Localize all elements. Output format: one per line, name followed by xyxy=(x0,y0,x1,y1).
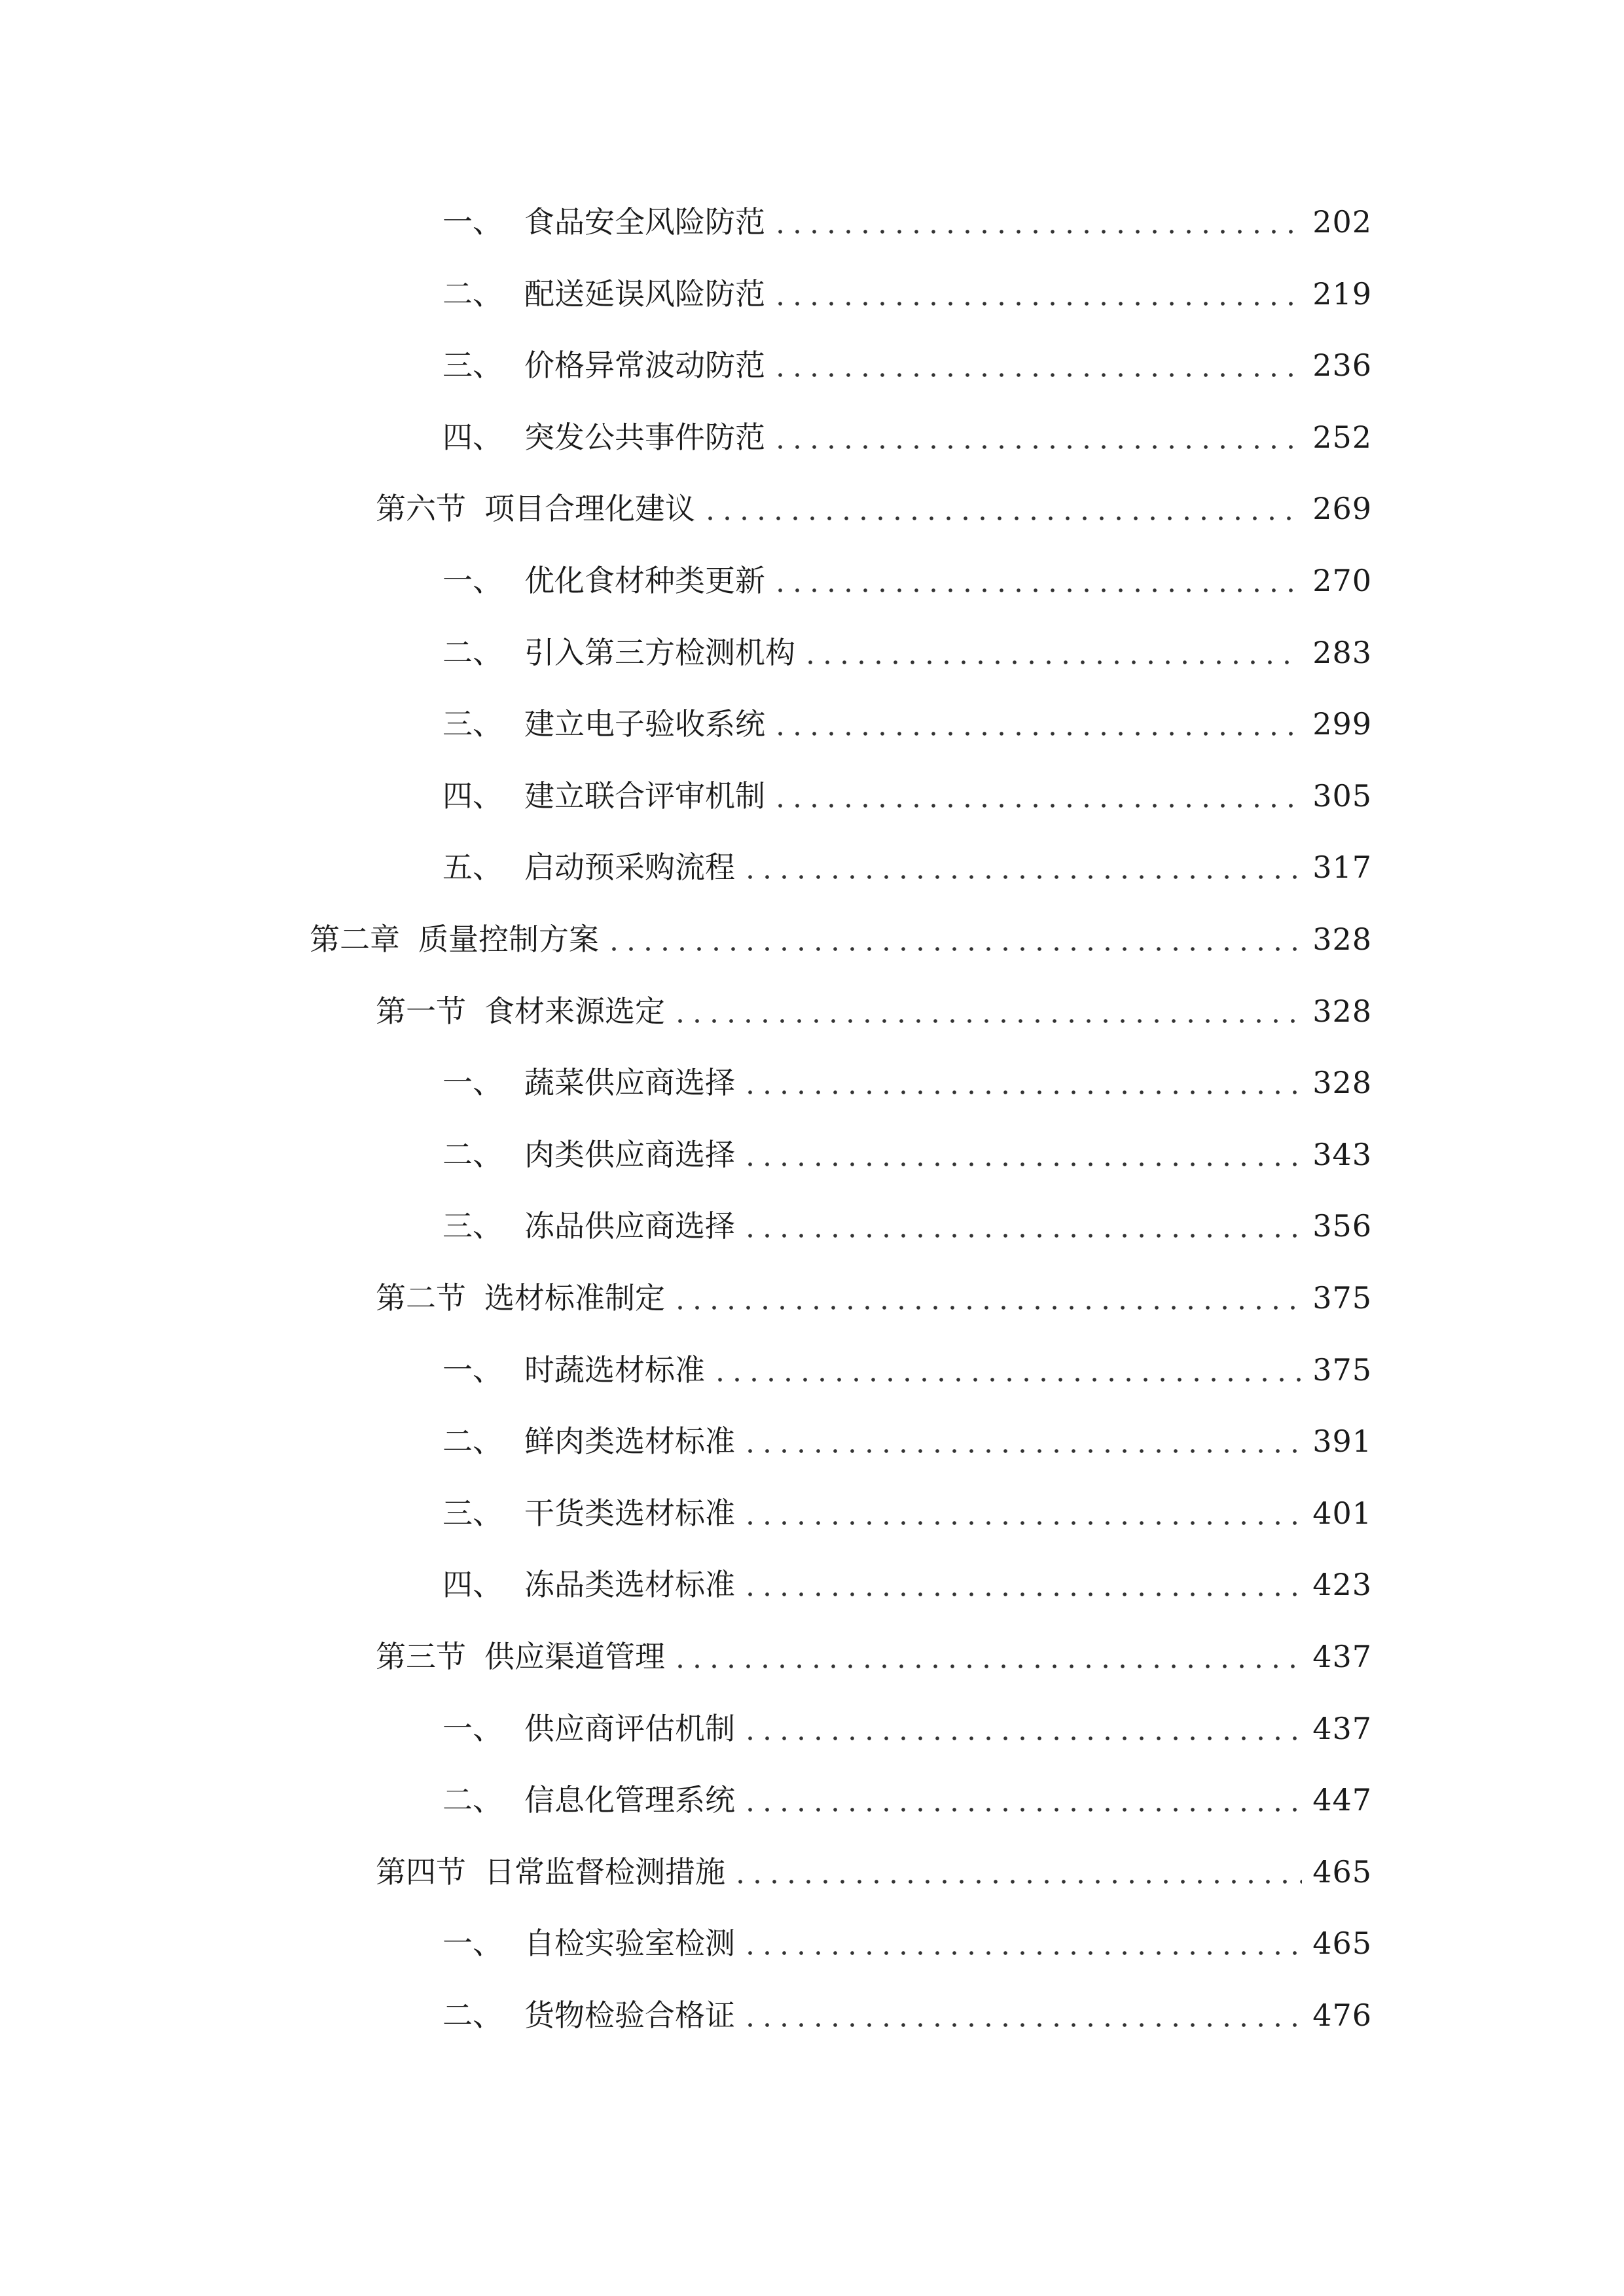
toc-entry-number: 二、 xyxy=(442,1998,503,2033)
toc-entry-title: 食材来源选定 xyxy=(484,993,665,1029)
toc-entry-page-number: 252 xyxy=(1312,419,1372,455)
dot-leader xyxy=(672,996,1302,1026)
toc-entry-page-number: 299 xyxy=(1312,706,1372,742)
toc-entry-title: 引入第三方检测机构 xyxy=(524,634,795,670)
toc-entry[interactable] xyxy=(442,1693,1372,1765)
toc-entry-title: 信息化管理系统 xyxy=(524,1782,735,1818)
toc-entry-title: 选材标准制定 xyxy=(484,1280,665,1316)
toc-entry-page-number: 401 xyxy=(1312,1495,1372,1531)
toc-entry-title: 时蔬选材标准 xyxy=(524,1352,705,1388)
toc-entry-title: 食品安全风险防范 xyxy=(524,204,765,240)
toc-entry-page-number: 375 xyxy=(1312,1352,1372,1388)
toc-entry[interactable] xyxy=(442,1477,1372,1549)
dot-leader xyxy=(772,565,1302,596)
toc-entry-number: 二、 xyxy=(442,276,503,312)
dot-leader xyxy=(772,709,1302,739)
toc-entry-title: 价格异常波动防范 xyxy=(524,348,765,384)
toc-entry-page-number: 437 xyxy=(1312,1710,1372,1746)
dot-leader xyxy=(742,1928,1302,1958)
toc-entry[interactable] xyxy=(376,1262,1372,1334)
toc-entry-number: 四、 xyxy=(442,419,503,455)
dot-leader xyxy=(742,1713,1302,1744)
toc-entry[interactable] xyxy=(442,688,1372,760)
toc-entry-title: 冻品供应商选择 xyxy=(524,1208,735,1244)
toc-entry-number: 一、 xyxy=(442,1926,503,1962)
toc-entry[interactable] xyxy=(442,1764,1372,1836)
toc-entry-number: 第二节 xyxy=(376,1280,466,1316)
dot-leader xyxy=(742,1067,1302,1098)
toc-entry[interactable] xyxy=(442,1047,1372,1119)
toc-entry-page-number: 219 xyxy=(1312,276,1372,312)
dot-leader xyxy=(702,493,1302,524)
toc-entry-page-number: 437 xyxy=(1312,1639,1372,1674)
toc-entry-number: 一、 xyxy=(442,204,503,240)
toc-entry-number: 一、 xyxy=(442,1065,503,1101)
dot-leader xyxy=(732,1857,1302,1887)
dot-leader xyxy=(742,1498,1302,1528)
toc-entry-number: 二、 xyxy=(442,1782,503,1818)
dot-leader xyxy=(712,1355,1302,1385)
dot-leader xyxy=(742,1570,1302,1600)
toc-entry-title: 干货类选材标准 xyxy=(524,1495,735,1531)
toc-entry-title: 优化食材种类更新 xyxy=(524,563,765,598)
toc-entry-number: 一、 xyxy=(442,1710,503,1746)
toc-entry-page-number: 236 xyxy=(1312,348,1372,384)
dot-leader xyxy=(672,1283,1302,1313)
toc-entry[interactable] xyxy=(442,1549,1372,1621)
toc-entry-page-number: 423 xyxy=(1312,1567,1372,1603)
toc-entry-number: 第二章 xyxy=(310,922,400,957)
toc-entry[interactable] xyxy=(442,186,1372,258)
toc-entry-number: 第四节 xyxy=(376,1854,466,1890)
toc-entry-title: 自检实验室检测 xyxy=(524,1926,735,1962)
toc-entry[interactable] xyxy=(442,1190,1372,1262)
toc-entry-page-number: 476 xyxy=(1312,1998,1372,2033)
toc-entry-title: 突发公共事件防范 xyxy=(524,419,765,455)
dot-leader xyxy=(742,1785,1302,1815)
toc-entry-page-number: 343 xyxy=(1312,1136,1372,1172)
toc-entry-number: 四、 xyxy=(442,778,503,814)
toc-entry-number: 第一节 xyxy=(376,993,466,1029)
toc-entry-title: 质量控制方案 xyxy=(418,922,599,957)
toc-entry-title: 肉类供应商选择 xyxy=(524,1136,735,1172)
toc-entry-number: 一、 xyxy=(442,563,503,598)
toc-entry[interactable] xyxy=(442,1907,1372,1979)
dot-leader xyxy=(772,350,1302,380)
dot-leader xyxy=(672,1641,1302,1672)
toc-entry-page-number: 328 xyxy=(1312,1065,1372,1101)
toc-entry-page-number: 270 xyxy=(1312,563,1372,598)
toc-entry[interactable] xyxy=(442,401,1372,473)
toc-entry-number: 第六节 xyxy=(376,491,466,527)
toc-entry-page-number: 328 xyxy=(1312,922,1372,957)
toc-entry-page-number: 269 xyxy=(1312,491,1372,527)
toc-entry-number: 二、 xyxy=(442,1424,503,1460)
toc-entry-number: 二、 xyxy=(442,634,503,670)
dot-leader xyxy=(802,637,1302,668)
dot-leader xyxy=(742,1426,1302,1456)
toc-entry[interactable] xyxy=(376,1836,1372,1908)
toc-entry[interactable] xyxy=(442,258,1372,330)
toc-entry-number: 第三节 xyxy=(376,1639,466,1674)
toc-entry[interactable] xyxy=(376,975,1372,1047)
toc-entry-page-number: 317 xyxy=(1312,850,1372,886)
toc-entry-title: 项目合理化建议 xyxy=(484,491,695,527)
toc-entry[interactable] xyxy=(442,617,1372,689)
dot-leader xyxy=(742,1139,1302,1170)
toc-entry-title: 鲜肉类选材标准 xyxy=(524,1424,735,1460)
toc-entry-page-number: 202 xyxy=(1312,204,1372,240)
toc-entry-number: 三、 xyxy=(442,1495,503,1531)
toc-entry-number: 一、 xyxy=(442,1352,503,1388)
toc-entry[interactable] xyxy=(442,1119,1372,1191)
toc-entry-title: 供应商评估机制 xyxy=(524,1710,735,1746)
toc-entry-page-number: 465 xyxy=(1312,1926,1372,1962)
toc-entry[interactable] xyxy=(310,903,1372,975)
toc-entry[interactable] xyxy=(442,1334,1372,1406)
toc-entry-number: 二、 xyxy=(442,1136,503,1172)
toc-entry-number: 三、 xyxy=(442,348,503,384)
toc-entry-page-number: 305 xyxy=(1312,778,1372,814)
toc-entry-title: 蔬菜供应商选择 xyxy=(524,1065,735,1101)
toc-entry-title: 启动预采购流程 xyxy=(524,850,735,886)
toc-entry-title: 货物检验合格证 xyxy=(524,1998,735,2033)
toc-entry-number: 五、 xyxy=(442,850,503,886)
dot-leader xyxy=(742,1211,1302,1241)
toc-entry-page-number: 465 xyxy=(1312,1854,1372,1890)
dot-leader xyxy=(772,207,1302,237)
toc-entry-page-number: 328 xyxy=(1312,993,1372,1029)
toc-entry[interactable] xyxy=(442,1979,1372,2051)
dot-leader xyxy=(772,781,1302,811)
toc-entry[interactable] xyxy=(376,473,1372,545)
toc-entry-title: 配送延误风险防范 xyxy=(524,276,765,312)
toc-entry-number: 四、 xyxy=(442,1567,503,1603)
dot-leader xyxy=(742,2000,1302,2030)
toc-entry-page-number: 356 xyxy=(1312,1208,1372,1244)
dot-leader xyxy=(772,422,1302,452)
toc-entry-number: 三、 xyxy=(442,1208,503,1244)
dot-leader xyxy=(742,852,1302,882)
toc-entry-title: 冻品类选材标准 xyxy=(524,1567,735,1603)
toc-entry-page-number: 391 xyxy=(1312,1424,1372,1460)
dot-leader xyxy=(605,924,1302,954)
toc-entry[interactable] xyxy=(442,545,1372,617)
toc-entry[interactable] xyxy=(376,1621,1372,1693)
toc-entry[interactable] xyxy=(442,760,1372,832)
toc-entry[interactable] xyxy=(442,831,1372,903)
toc-entry-number: 三、 xyxy=(442,706,503,742)
toc-entry[interactable] xyxy=(442,1405,1372,1477)
toc-entry[interactable] xyxy=(442,329,1372,401)
toc-entry-page-number: 375 xyxy=(1312,1280,1372,1316)
toc-entry-title: 日常监督检测措施 xyxy=(484,1854,725,1890)
toc-entry-page-number: 447 xyxy=(1312,1782,1372,1818)
toc-entry-title: 建立电子验收系统 xyxy=(524,706,765,742)
toc-entry-title: 供应渠道管理 xyxy=(484,1639,665,1674)
toc-entry-page-number: 283 xyxy=(1312,634,1372,670)
dot-leader xyxy=(772,279,1302,309)
toc-entry-title: 建立联合评审机制 xyxy=(524,778,765,814)
